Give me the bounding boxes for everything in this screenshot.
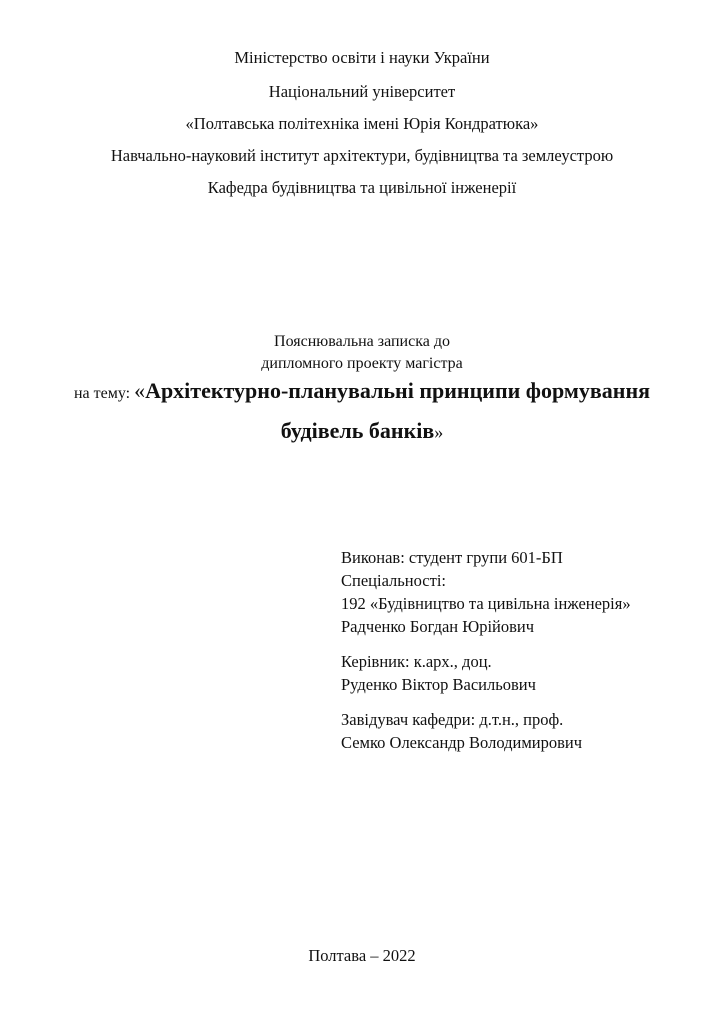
university-name-line: «Полтавська політехніка імені Юрія Кондратюка»	[185, 114, 539, 133]
university-line: Національний університет	[268, 82, 456, 101]
department-line: Кафедра будівництва та цивільної інженерії	[207, 178, 517, 197]
topic-line2	[0, 418, 724, 444]
author-line3: 192 «Будівництво та цивільна інженерія»	[341, 594, 631, 613]
topic-line1	[0, 378, 724, 404]
author-line2: Спеціальності:	[341, 571, 446, 590]
topic-text-2: будівель банків	[280, 418, 435, 443]
supervisor-block	[341, 650, 536, 696]
supervisor-name: Руденко Віктор Васильович	[341, 675, 536, 694]
city-year: Полтава – 2022	[308, 946, 416, 965]
author-name: Радченко Богдан Юрійович	[341, 617, 535, 636]
close-quote: »	[434, 422, 444, 442]
supervisor-title: Керівник: к.арх., доц.	[341, 652, 492, 671]
head-name: Семко Олександр Володимирович	[341, 733, 583, 752]
ministry-line: Міністерство освіти і науки України	[234, 48, 490, 67]
doc-type-line1: Пояснювальна записка до	[274, 333, 450, 350]
author-line1: Виконав: студент групи 601-БП	[341, 548, 563, 567]
topic-prefix: на тему:	[73, 385, 135, 402]
head-block	[341, 708, 582, 754]
institute-line: Навчально-науковий інститут архітектури, будівництва та землеустрою	[110, 146, 614, 165]
topic-text-1: Архітектурно-планувальні принципи формування	[145, 378, 651, 403]
open-quote: «	[134, 378, 146, 403]
doc-type-line2: дипломного проекту магістра	[261, 355, 463, 372]
head-title: Завідувач кафедри: д.т.н., проф.	[341, 710, 564, 729]
author-block	[341, 546, 631, 638]
